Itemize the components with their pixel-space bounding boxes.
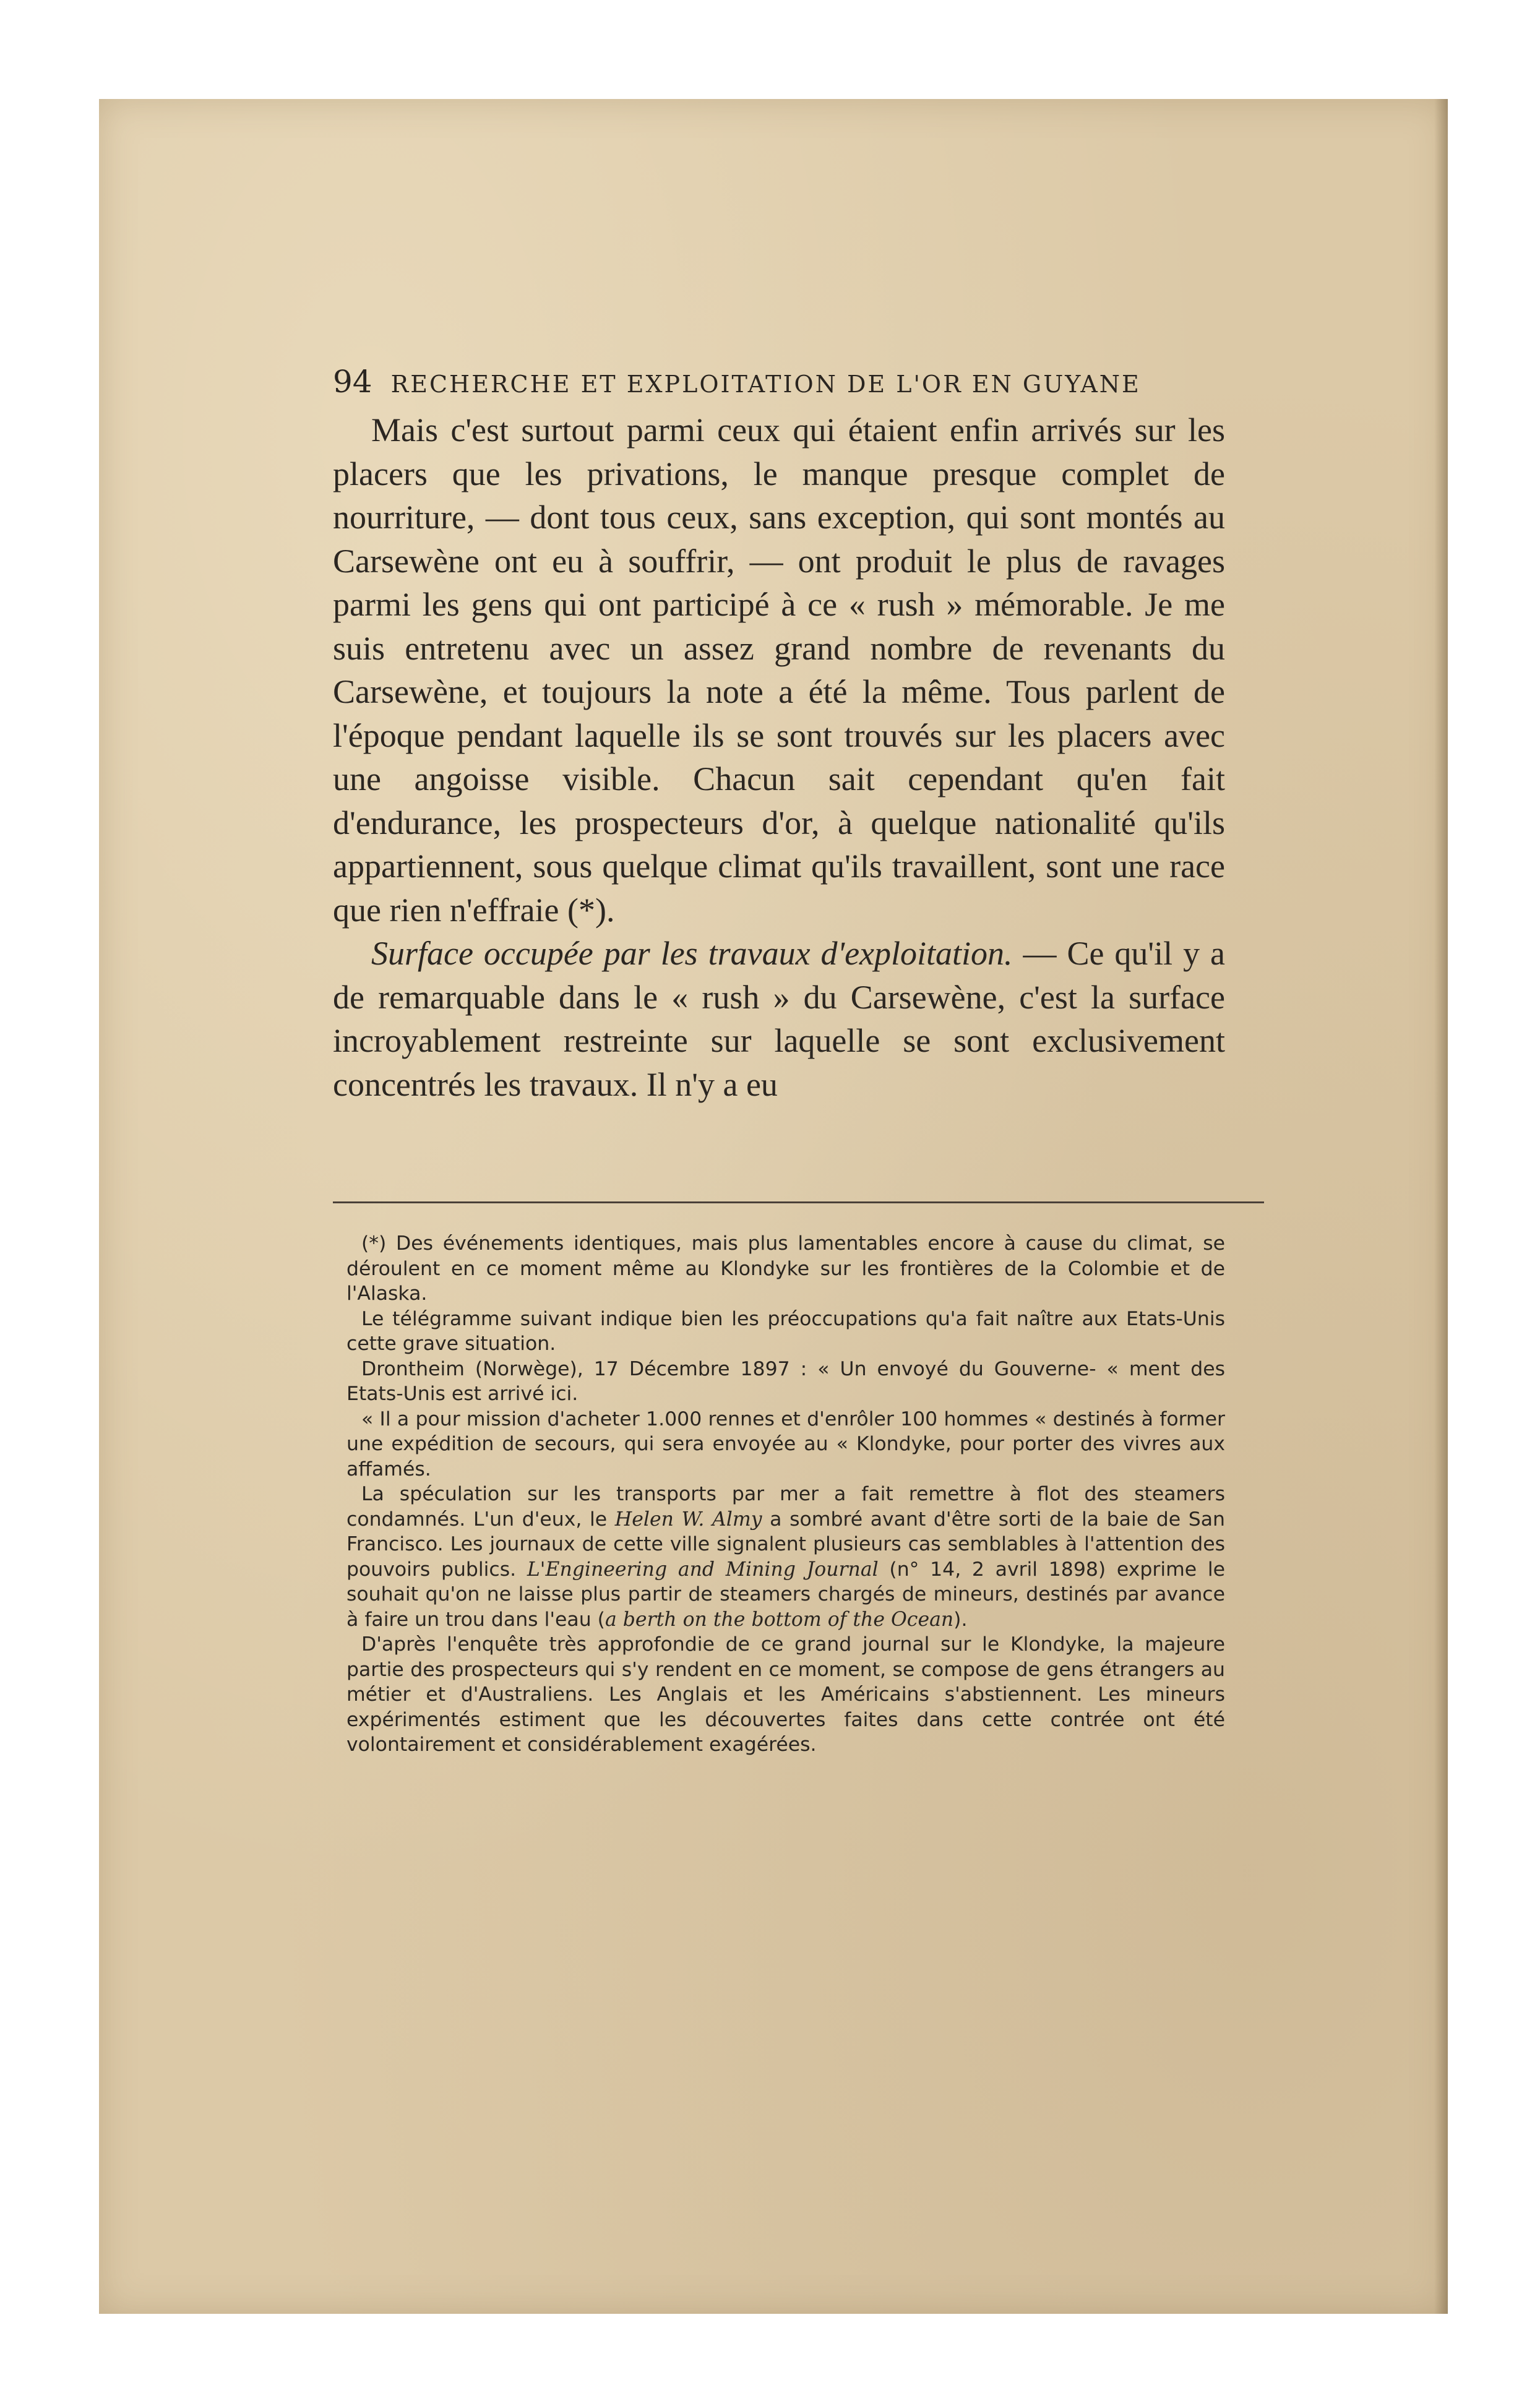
paragraph-2-text: — Ce qu'il y a de remarquable dans le « rush » du Carsewène, c'est la surface incroyablement restreinte sur laquelle se sont exclusivement concentrés les travaux. Il n'y a eu: [333, 935, 1225, 1103]
running-head: RECHERCHE ET EXPLOITATION DE L'OR EN GUYANE: [390, 371, 1141, 398]
footnote-1: (*) Des événements identiques, mais plus lamentables encore à cause du climat, se déroulent en ce moment même au Klondyke sur les frontières de la Colombie et de l'Alaska.: [346, 1232, 1225, 1305]
paragraph-1: Mais c'est surtout parmi ceux qui étaient enfin arrivés sur les placers que les privations, le manque presque complet de nourriture, — dont tous ceux, sans exception, qui sont montés au Carsewène ont eu à souffrir, — ont produit le plus de ravages parmi les gens qui ont participé à ce « rush » mémorable. Je me suis entretenu avec un assez grand nombre de revenants du Carsewène, et toujours la note a été la même. Tous parlent de l'époque pendant laquelle ils se sont trouvés sur les placers avec une angoisse visible. Chacun sait cependant qu'en fait d'endurance, les prospecteurs d'or, à quelque nationalité qu'ils appartiennent, sous quelque climat qu'ils travaillent, sont une race que rien n'effraie (*).: [333, 411, 1225, 929]
section-heading: Surface occupée par les travaux d'exploitation.: [371, 935, 1013, 972]
footnote-3: Drontheim (Norwège), 17 Décembre 1897 : « Un envoyé du Gouverne- « ment des Etats-Unis est arrivé ici.: [346, 1357, 1225, 1405]
page-number: 94: [333, 364, 372, 400]
ship-name: Helen W. Almy: [614, 1508, 762, 1531]
footnote-rule: [333, 1201, 1264, 1203]
footnote-5-part-d: ).: [953, 1608, 968, 1631]
paragraph-2: [333, 932, 1225, 1106]
footnote-5: [346, 1482, 1225, 1632]
english-quote: a berth on the bottom of the Ocean: [604, 1608, 954, 1631]
footnote-5-part-b: a sombré avant d'être sorti de la baie de San Francisco. Les journaux de cette ville signalent plusieurs cas semblables à l'attention des pouvoirs publics.: [346, 1508, 1225, 1581]
footnote-5-part-a: La spéculation sur les transports par mer a fait remettre à flot des steamers condamnés. L'un d'eux, le: [346, 1483, 1225, 1531]
main-text: [333, 408, 1225, 1106]
footnote-5-part-c: (n° 14, 2 avril 1898) exprime le souhait qu'on ne laisse plus partir de steamers chargés de mineurs, destinés par avance à faire un trou dans l'eau (: [346, 1558, 1225, 1631]
footnote-2: Le télégramme suivant indique bien les préoccupations qu'a fait naître aux Etats-Unis cette grave situation.: [346, 1307, 1225, 1355]
footnotes: [346, 1231, 1225, 1758]
journal-title: L'Engineering and Mining Journal: [527, 1558, 879, 1581]
page-edge-shadow: [1434, 99, 1448, 2314]
page-header: [333, 364, 1242, 400]
footnote-4: « Il a pour mission d'acheter 1.000 rennes et d'enrôler 100 hommes « destinés à former une expédition de secours, qui sera envoyée au « Klondyke, pour porter des vivres aux affamés.: [346, 1407, 1225, 1480]
footnote-6: D'après l'enquête très approfondie de ce grand journal sur le Klondyke, la majeure partie des prospecteurs qui s'y rendent en ce moment, se compose de gens étrangers au métier et d'Australiens. Les Anglais et les Américains s'abstiennent. Les mineurs expérimentés estiment que les découvertes faites dans cette contrée ont été volontairement et considérablement exagérées.: [346, 1633, 1225, 1756]
